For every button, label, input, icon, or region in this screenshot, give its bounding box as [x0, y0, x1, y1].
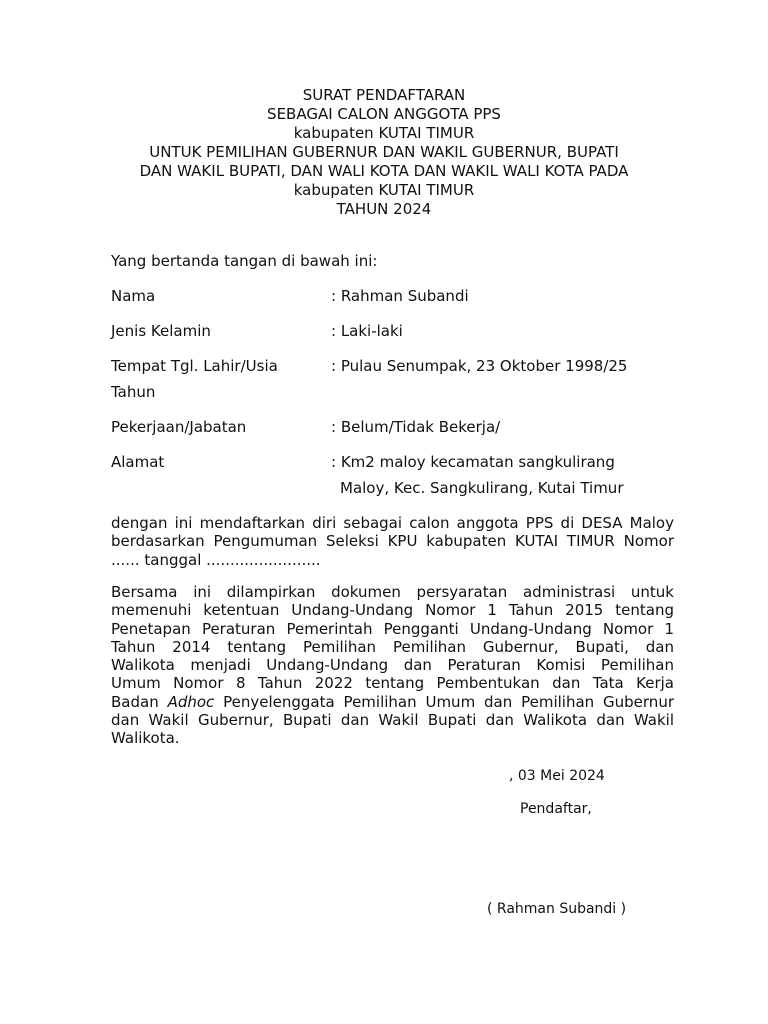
title-line: DAN WAKIL BUPATI, DAN WALI KOTA DAN WAKIL WALI KOTA PADA [139, 162, 629, 180]
paragraph-line: berdasarkan Pengumuman Seleksi KPU kabupaten KUTAI TIMUR Nomor [111, 532, 674, 551]
field-label: Tempat Tgl. Lahir/Usia [111, 357, 278, 375]
field-label: Alamat [111, 453, 165, 471]
field-value: : Pulau Senumpak, 23 Oktober 1998/25 [331, 357, 628, 375]
registration-paragraph [111, 514, 674, 569]
signer-label: Pendaftar, [520, 801, 592, 817]
field-value: : Laki-laki [331, 322, 403, 340]
title-line: kabupaten KUTAI TIMUR [293, 181, 475, 199]
field-value: : Belum/Tidak Bekerja/ [331, 418, 501, 436]
text-segment: Badan [111, 692, 168, 711]
field-label-continuation: Tahun [111, 383, 156, 401]
paragraph-line: Walikota menjadi Undang-Undang dan Peraturan Komisi Pemilihan [111, 656, 674, 675]
paragraph-line: Tahun 2014 tentang Pemilihan Pemilihan Gubernur, Bupati, dan [111, 637, 674, 656]
field-value: : Km2 maloy kecamatan sangkulirang [331, 453, 615, 471]
intro-text: Yang bertanda tangan di bawah ini: [111, 252, 378, 270]
italic-term: Adhoc [167, 692, 215, 711]
title-line: SURAT PENDAFTARAN [302, 86, 466, 104]
paragraph-line: Umum Nomor 8 Tahun 2022 tentang Pembentukan dan Tata Kerja [111, 674, 674, 693]
field-label: Pekerjaan/Jabatan [111, 418, 247, 436]
signer-name: ( Rahman Subandi ) [487, 901, 627, 917]
paragraph-line: Penetapan Peraturan Pemerintah Pengganti Undang-Undang Nomor 1 [111, 619, 674, 638]
title-line: TAHUN 2024 [336, 200, 432, 218]
field-value: : Rahman Subandi [331, 287, 469, 305]
paragraph-line: Walikota. [111, 729, 180, 748]
paragraph-line: dengan ini mendaftarkan diri sebagai calon anggota PPS di DESA Maloy [111, 514, 674, 532]
paragraph-line: Bersama ini dilampirkan dokumen persyaratan administrasi untuk [111, 583, 674, 601]
field-label: Jenis Kelamin [111, 322, 211, 340]
signing-date: , 03 Mei 2024 [509, 768, 605, 784]
attachment-paragraph [111, 583, 674, 748]
field-label: Nama [111, 287, 156, 305]
title-line: SEBAGAI CALON ANGGOTA PPS [267, 105, 501, 123]
paragraph-line: memenuhi ketentuan Undang-Undang Nomor 1 Tahun 2015 tentang [111, 601, 674, 620]
field-value-continuation: Maloy, Kec. Sangkulirang, Kutai Timur [340, 479, 624, 497]
paragraph-line-with-italic [111, 693, 674, 711]
document-title [0, 86, 768, 219]
title-line: UNTUK PEMILIHAN GUBERNUR DAN WAKIL GUBERNUR, BUPATI [149, 143, 619, 161]
paragraph-line: dan Wakil Gubernur, Bupati dan Wakil Bupati dan Walikota dan Wakil [111, 711, 674, 730]
text-segment: Penyelenggata Pemilihan Umum dan Pemilihan Gubernur [214, 692, 674, 711]
paragraph-line: ...... tanggal ........................ [111, 550, 321, 569]
title-line: kabupaten KUTAI TIMUR [293, 124, 475, 142]
